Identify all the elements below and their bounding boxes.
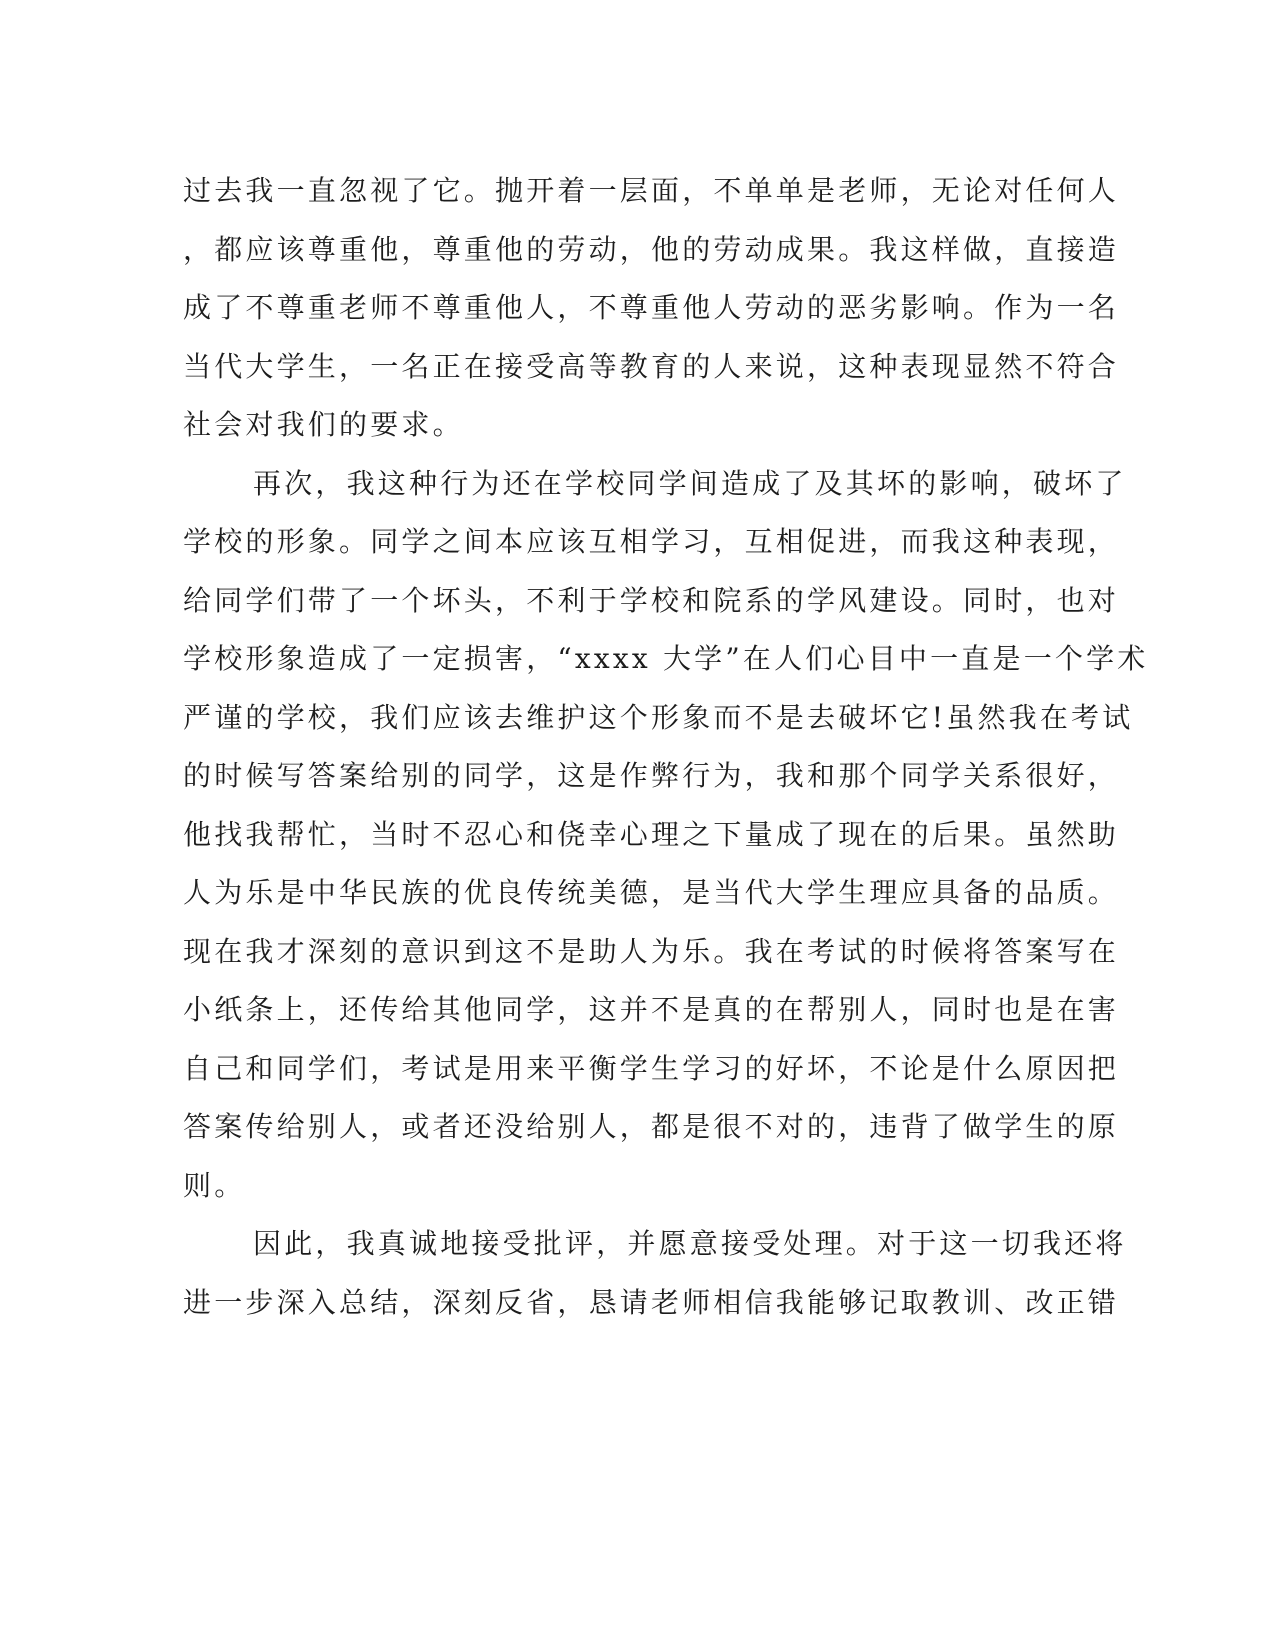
text-line: 成了不尊重老师不尊重他人，不尊重他人劳动的恶劣影响。作为一名: [183, 291, 1120, 324]
document-body: [183, 162, 1149, 1332]
text-line: 现在我才深刻的意识到这不是助人为乐。我在考试的时候将答案写在: [183, 934, 1120, 968]
text-line: 当代大学生，一名正在接受高等教育的人来说，这种表现显然不符合: [183, 349, 1120, 383]
text-line: 社会对我们的要求。: [183, 408, 464, 441]
text-line: 的时候写答案给别的同学，这是作弊行为，我和那个同学关系很好，: [183, 759, 1120, 792]
text-line: 答案传给别人，或者还没给别人，都是很不对的，违背了做学生的原: [183, 1110, 1120, 1143]
text-line: 自己和同学们，考试是用来平衡学生学习的好坏，不论是什么原因把: [183, 1051, 1120, 1085]
text-line: 严谨的学校，我们应该去维护这个形象而不是去破坏它!虽然我在考试: [183, 700, 1134, 734]
text-line: 人为乐是中华民族的优良传统美德，是当代大学生理应具备的品质。: [183, 876, 1120, 909]
text-line: 则。: [183, 1168, 246, 1202]
text-line: 学校的形象。同学之间本应该互相学习，互相促进，而我这种表现，: [183, 525, 1120, 558]
text-line: 过去我一直忽视了它。抛开着一层面，不单单是老师，无论对任何人: [183, 174, 1120, 207]
text-line: 他找我帮忙，当时不忍心和侥幸心理之下量成了现在的后果。虽然助: [183, 817, 1120, 851]
text-line: 学校形象造成了一定损害，“xxxx 大学”在人们心目中一直是一个学术: [183, 642, 1149, 675]
text-line: ，都应该尊重他，尊重他的劳动，他的劳动成果。我这样做，直接造: [183, 232, 1120, 266]
paragraph-start-line: 因此，我真诚地接受批评，并愿意接受处理。对于这一切我还将: [253, 1227, 1127, 1260]
text-line: 小纸条上，还传给其他同学，这并不是真的在帮别人，同时也是在害: [183, 993, 1120, 1026]
text-line: 进一步深入总结，深刻反省，恳请老师相信我能够记取教训、改正错: [183, 1285, 1120, 1319]
paragraph-start-line: 再次，我这种行为还在学校同学间造成了及其坏的影响，破坏了: [253, 466, 1127, 500]
text-line: 给同学们带了一个坏头，不利于学校和院系的学风建设。同时，也对: [183, 583, 1120, 617]
